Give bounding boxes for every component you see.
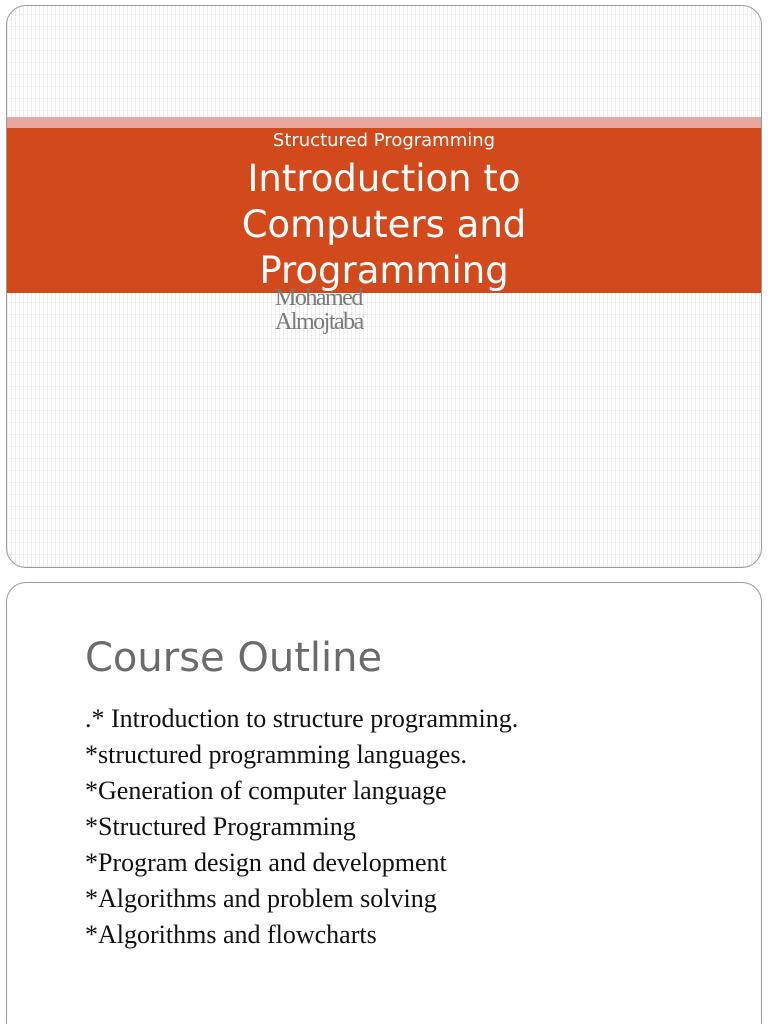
outline-heading: Course Outline	[85, 635, 383, 681]
list-item: *Generation of computer language	[85, 776, 447, 805]
title-line: Programming	[259, 249, 509, 292]
list-item: .* Introduction to structure programming.	[85, 704, 519, 733]
slide-title	[7, 156, 761, 294]
list-item: *Algorithms and problem solving	[85, 884, 437, 913]
accent-stripe	[7, 117, 761, 128]
slide-subtitle: Structured Programming	[272, 130, 496, 151]
title-slide	[6, 5, 762, 568]
list-item: *Algorithms and flowcharts	[85, 920, 377, 949]
course-outline-slide	[6, 582, 762, 1024]
outline-list	[85, 701, 518, 953]
list-item: *Structured Programming	[85, 812, 356, 841]
title-line: Introduction to	[247, 157, 521, 200]
list-item: *structured programming languages.	[85, 740, 467, 769]
author-last-name: Almojtaba	[275, 309, 363, 335]
author-first-name: Mohamed	[275, 285, 362, 311]
title-line: Computers and	[241, 203, 527, 246]
list-item: *Program design and development	[85, 848, 447, 877]
